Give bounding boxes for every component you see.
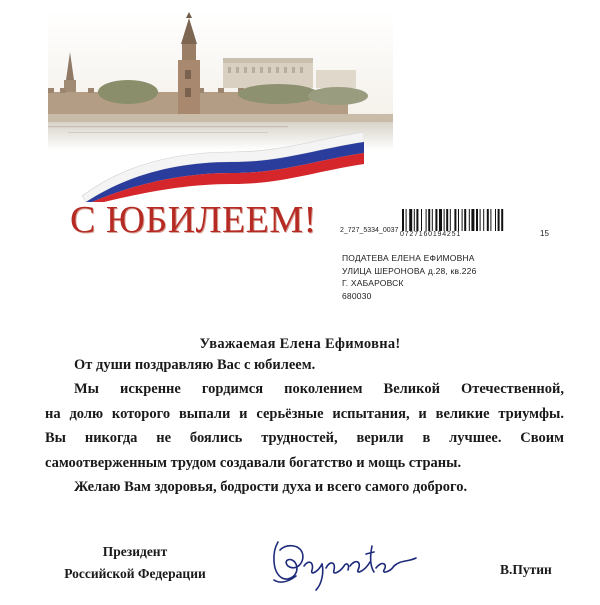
letter-line-1: От души поздравляю Вас с юбилеем. — [74, 357, 316, 373]
letter-line-4: Вы никогда не боялись трудностей, верили в лучшее. Своим — [45, 430, 564, 446]
signer-title-line2: Российской Федерации — [64, 566, 206, 581]
address-line-city: Г. ХАБАРОВСК — [342, 278, 404, 289]
barcode-code: 2_727_5334_0037 — [340, 227, 399, 234]
signer-name: В.Путин — [500, 562, 552, 577]
headline: С ЮБИЛЕЕМ! — [70, 199, 317, 241]
letter-line-5: самоотверженным трудом создавали богатство и мощь страны. — [45, 455, 462, 471]
recipient-address — [342, 252, 477, 302]
greeting: Уважаемая Елена Ефимовна! — [199, 336, 401, 352]
signer-title-line1: Президент — [102, 544, 168, 559]
barcode-icon — [402, 209, 534, 231]
flag-ribbon-icon — [82, 126, 364, 202]
address-line-street: УЛИЦА ШЕРОНОВА д.28, кв.226 — [342, 265, 477, 276]
signer-title — [40, 541, 230, 585]
handwritten-signature — [266, 532, 426, 592]
letter-line-6: Желаю Вам здоровья, бодрости духа и всего самого доброго. — [74, 479, 468, 495]
barcode-suffix: 15 — [540, 229, 549, 238]
letter-line-3: на долю которого выпали и серьёзные испытания, и великие триумфы. — [45, 406, 564, 422]
letter-line-2: Мы искренне гордимся поколением Великой Отечественной, — [74, 381, 564, 397]
address-line-name: ПОДАТЕВА ЕЛЕНА ЕФИМОВНА — [342, 253, 475, 263]
barcode-digits: 0727160194251 — [400, 231, 462, 238]
address-line-postcode: 680030 — [342, 290, 372, 301]
